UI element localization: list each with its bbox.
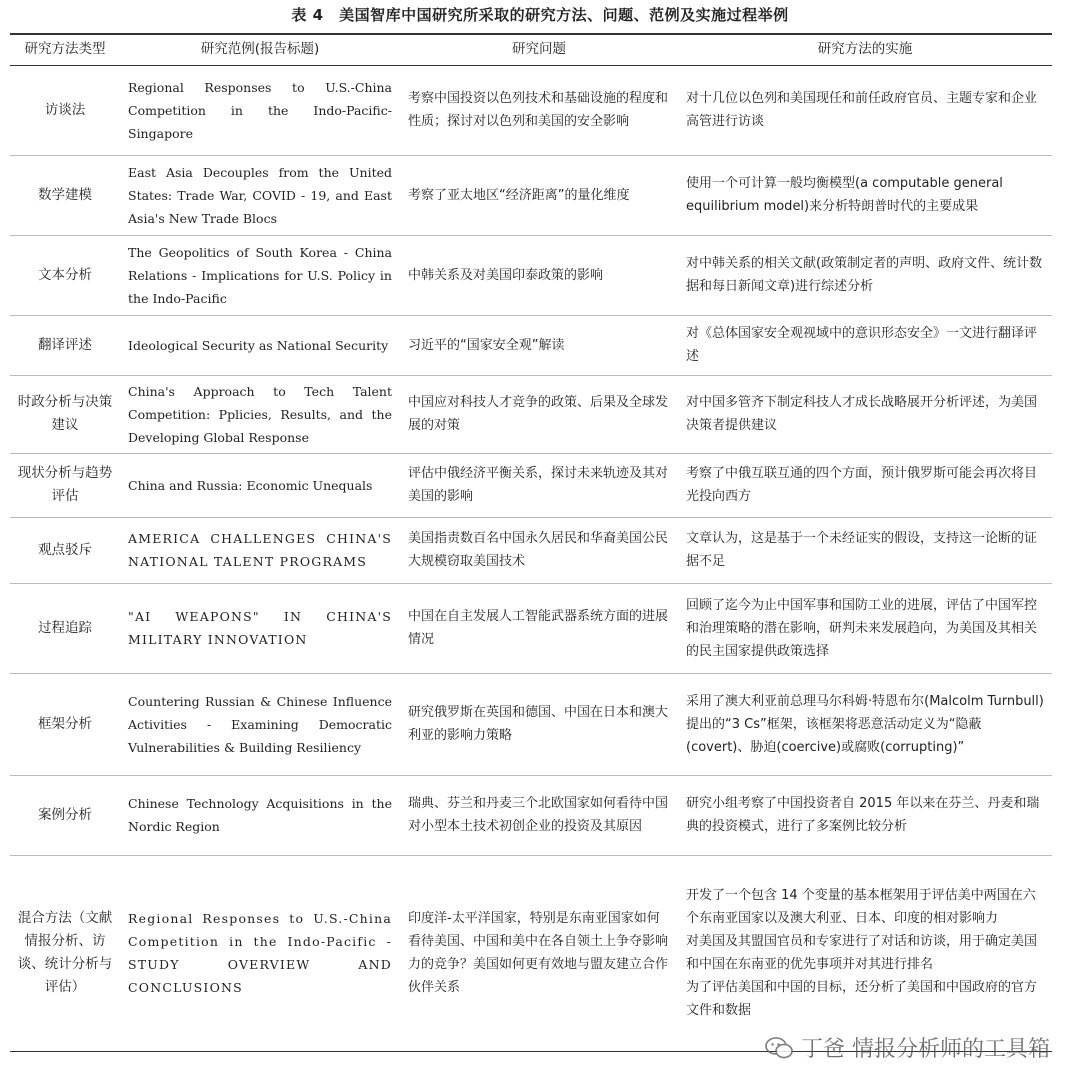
research-question: 考察了亚太地区“经济距离”的量化维度 (400, 155, 678, 235)
table-row (10, 65, 1052, 155)
method-type: 现状分析与趋势评估 (10, 453, 120, 517)
report-title: "AI WEAPONS" IN CHINA'S MILITARY INNOVATION (120, 583, 400, 673)
report-title: AMERICA CHALLENGES CHINA'S NATIONAL TALENT PROGRAMS (120, 517, 400, 583)
table-caption: 表 4 美国智库中国研究所采取的研究方法、问题、范例及实施过程举例 (291, 6, 789, 24)
method-type: 文本分析 (10, 235, 120, 315)
table-header-row (10, 34, 1052, 65)
research-question: 研究俄罗斯在英国和德国、中国在日本和澳大利亚的影响力策略 (400, 673, 678, 775)
research-question: 印度洋-太平洋国家，特别是东南亚国家如何看待美国、中国和美中在各自领土上争夺影响力的竞争？美国如何更有效地与盟友建立合作伙伴关系 (400, 855, 678, 1051)
research-question: 美国指责数百名中国永久居民和华裔美国公民大规模窃取美国技术 (400, 517, 678, 583)
implementation: 对十几位以色列和美国现任和前任政府官员、主题专家和企业高管进行访谈 (678, 65, 1052, 155)
research-question: 评估中俄经济平衡关系，探讨未来轨迹及其对美国的影响 (400, 453, 678, 517)
watermark-text: 丁爸 情报分析师的工具箱 (801, 1037, 1050, 1062)
method-type: 数学建模 (10, 155, 120, 235)
implementation: 采用了澳大利亚前总理马尔科姆·特恩布尔(Malcolm Turnbull)提出的“3 Cs”框架，该框架将恶意活动定义为“隐蔽(covert)、胁迫(coercive)或腐败(corrupting)” (678, 673, 1052, 775)
method-type: 案例分析 (10, 775, 120, 855)
implementation: 文章认为，这是基于一个未经证实的假设，支持这一论断的证据不足 (678, 517, 1052, 583)
table-row (10, 673, 1052, 775)
table-row (10, 375, 1052, 453)
research-methods-table (10, 33, 1052, 1052)
report-title: Regional Responses to U.S.-China Competition in the Indo-Pacific - STUDY OVERVIEW AND CONCLUSIONS (120, 855, 400, 1051)
table-row (10, 775, 1052, 855)
report-title: Regional Responses to U.S.-China Competition in the Indo-Pacific- Singapore (120, 65, 400, 155)
research-question: 中韩关系及对美国印泰政策的影响 (400, 235, 678, 315)
implementation-line: 为了评估美国和中国的目标，还分析了美国和中国政府的官方文件和数据 (686, 980, 1038, 1018)
research-question: 中国在自主发展人工智能武器系统方面的进展情况 (400, 583, 678, 673)
implementation-line: 开发了一个包含 14 个变量的基本框架用于评估美中两国在六个东南亚国家以及澳大利亚、日本、印度的相对影响力 (686, 888, 1036, 926)
wechat-icon (765, 1036, 793, 1060)
method-type: 过程追踪 (10, 583, 120, 673)
table-row (10, 235, 1052, 315)
research-question: 中国应对科技人才竞争的政策、后果及全球发展的对策 (400, 375, 678, 453)
report-title: China's Approach to Tech Talent Competition: Pplicies, Results, and the Developing Global Response (120, 375, 400, 453)
report-title: Chinese Technology Acquisitions in the Nordic Region (120, 775, 400, 855)
report-title: Ideological Security as National Security (120, 315, 400, 375)
implementation: 对《总体国家安全观视域中的意识形态安全》一文进行翻译评述 (678, 315, 1052, 375)
implementation: 回顾了迄今为止中国军事和国防工业的进展，评估了中国军控和治理策略的潜在影响，研判未来发展趋向，为美国及其相关的民主国家提供政策选择 (678, 583, 1052, 673)
implementation: 使用一个可计算一般均衡模型(a computable general equilibrium model)来分析特朗普时代的主要成果 (678, 155, 1052, 235)
method-type: 翻译评述 (10, 315, 120, 375)
method-type: 框架分析 (10, 673, 120, 775)
research-question: 瑞典、芬兰和丹麦三个北欧国家如何看待中国对小型本土技术初创企业的投资及其原因 (400, 775, 678, 855)
header-question: 研究问题 (400, 34, 678, 65)
report-title: The Geopolitics of South Korea - China Relations - Implications for U.S. Policy in the Indo-Pacific (120, 235, 400, 315)
table-row (10, 453, 1052, 517)
report-title: East Asia Decouples from the United States: Trade War, COVID - 19, and East Asia's New Trade Blocs (120, 155, 400, 235)
implementation: 对中韩关系的相关文献(政策制定者的声明、政府文件、统计数据和每日新闻文章)进行综述分析 (678, 235, 1052, 315)
table-row (10, 155, 1052, 235)
method-type: 观点驳斥 (10, 517, 120, 583)
research-question: 考察中国投资以色列技术和基础设施的程度和性质；探讨对以色列和美国的安全影响 (400, 65, 678, 155)
header-implementation: 研究方法的实施 (678, 34, 1052, 65)
table-row (10, 517, 1052, 583)
report-title: Countering Russian & Chinese Influence Activities - Examining Democratic Vulnerabilities & Building Resiliency (120, 673, 400, 775)
research-question: 习近平的“国家安全观”解读 (400, 315, 678, 375)
implementation: 对中国多管齐下制定科技人才成长战略展开分析评述，为美国决策者提供建议 (678, 375, 1052, 453)
implementation (678, 855, 1052, 1051)
header-method-type: 研究方法类型 (10, 34, 120, 65)
header-example: 研究范例(报告标题) (120, 34, 400, 65)
report-title: China and Russia: Economic Unequals (120, 453, 400, 517)
implementation: 研究小组考察了中国投资者自 2015 年以来在芬兰、丹麦和瑞典的投资模式，进行了多案例比较分析 (678, 775, 1052, 855)
table-row (10, 315, 1052, 375)
watermark (765, 1032, 1050, 1063)
table-row (10, 583, 1052, 673)
method-type: 混合方法（文献情报分析、访谈、统计分析与评估） (10, 855, 120, 1051)
table-row (10, 855, 1052, 1051)
method-type: 时政分析与决策建议 (10, 375, 120, 453)
implementation-line: 对美国及其盟国官员和专家进行了对话和访谈，用于确定美国和中国在东南亚的优先事项并对其进行排名 (686, 934, 1038, 972)
implementation: 考察了中俄互联互通的四个方面，预计俄罗斯可能会再次将目光投向西方 (678, 453, 1052, 517)
method-type: 访谈法 (10, 65, 120, 155)
